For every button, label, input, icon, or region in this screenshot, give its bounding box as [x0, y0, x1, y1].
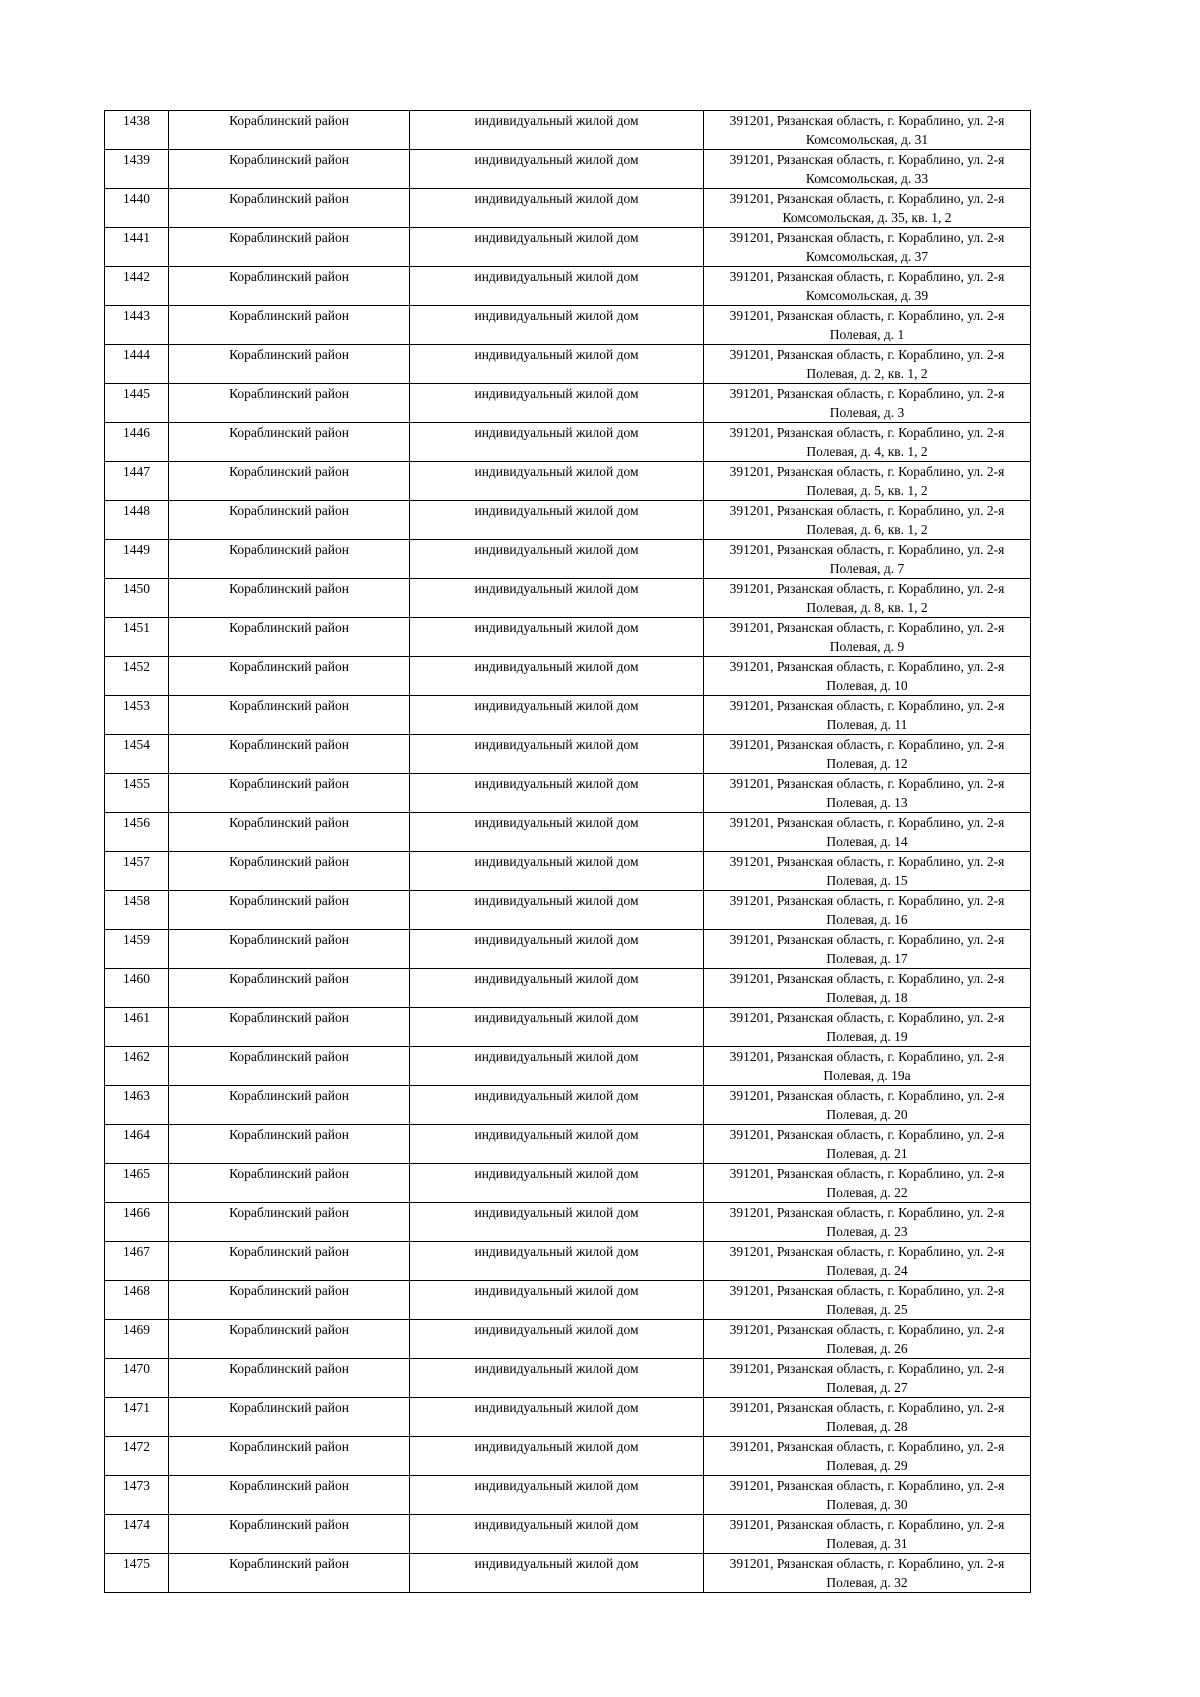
address-cell: 391201, Рязанская область, г. Кораблино, ул. 2-я Полевая, д. 13	[704, 774, 1031, 813]
table-row	[105, 111, 1031, 150]
row-number-cell: 1446	[105, 423, 169, 462]
row-number-cell: 1445	[105, 384, 169, 423]
row-number-cell: 1473	[105, 1476, 169, 1515]
object-type-cell: индивидуальный жилой дом	[410, 1476, 704, 1515]
table-row	[105, 1320, 1031, 1359]
object-type-cell: индивидуальный жилой дом	[410, 384, 704, 423]
row-number-cell: 1443	[105, 306, 169, 345]
address-cell: 391201, Рязанская область, г. Кораблино, ул. 2-я Полевая, д. 31	[704, 1515, 1031, 1554]
row-number-cell: 1457	[105, 852, 169, 891]
object-type-cell: индивидуальный жилой дом	[410, 618, 704, 657]
table-row	[105, 540, 1031, 579]
district-cell: Кораблинский район	[169, 696, 410, 735]
address-cell: 391201, Рязанская область, г. Кораблино, ул. 2-я Полевая, д. 32	[704, 1554, 1031, 1593]
row-number-cell: 1469	[105, 1320, 169, 1359]
address-cell: 391201, Рязанская область, г. Кораблино, ул. 2-я Комсомольская, д. 31	[704, 111, 1031, 150]
object-type-cell: индивидуальный жилой дом	[410, 540, 704, 579]
table-row	[105, 384, 1031, 423]
table-row	[105, 189, 1031, 228]
district-cell: Кораблинский район	[169, 462, 410, 501]
table-row	[105, 891, 1031, 930]
table-row	[105, 1125, 1031, 1164]
district-cell: Кораблинский район	[169, 384, 410, 423]
object-type-cell: индивидуальный жилой дом	[410, 267, 704, 306]
address-cell: 391201, Рязанская область, г. Кораблино, ул. 2-я Полевая, д. 21	[704, 1125, 1031, 1164]
address-cell: 391201, Рязанская область, г. Кораблино, ул. 2-я Полевая, д. 29	[704, 1437, 1031, 1476]
row-number-cell: 1450	[105, 579, 169, 618]
register-table	[104, 110, 1031, 1593]
table-row	[105, 1476, 1031, 1515]
address-cell: 391201, Рязанская область, г. Кораблино, ул. 2-я Полевая, д. 11	[704, 696, 1031, 735]
row-number-cell: 1440	[105, 189, 169, 228]
object-type-cell: индивидуальный жилой дом	[410, 423, 704, 462]
row-number-cell: 1471	[105, 1398, 169, 1437]
table-row	[105, 1008, 1031, 1047]
object-type-cell: индивидуальный жилой дом	[410, 1047, 704, 1086]
district-cell: Кораблинский район	[169, 345, 410, 384]
register-table-body	[105, 111, 1031, 1593]
address-cell: 391201, Рязанская область, г. Кораблино, ул. 2-я Полевая, д. 17	[704, 930, 1031, 969]
row-number-cell: 1455	[105, 774, 169, 813]
table-row	[105, 579, 1031, 618]
table-row	[105, 735, 1031, 774]
district-cell: Кораблинский район	[169, 228, 410, 267]
district-cell: Кораблинский район	[169, 813, 410, 852]
address-cell: 391201, Рязанская область, г. Кораблино, ул. 2-я Полевая, д. 28	[704, 1398, 1031, 1437]
table-row	[105, 423, 1031, 462]
row-number-cell: 1444	[105, 345, 169, 384]
row-number-cell: 1460	[105, 969, 169, 1008]
table-row	[105, 1359, 1031, 1398]
address-cell: 391201, Рязанская область, г. Кораблино, ул. 2-я Полевая, д. 4, кв. 1, 2	[704, 423, 1031, 462]
district-cell: Кораблинский район	[169, 306, 410, 345]
row-number-cell: 1474	[105, 1515, 169, 1554]
object-type-cell: индивидуальный жилой дом	[410, 1203, 704, 1242]
address-cell: 391201, Рязанская область, г. Кораблино, ул. 2-я Полевая, д. 12	[704, 735, 1031, 774]
table-row	[105, 501, 1031, 540]
row-number-cell: 1461	[105, 1008, 169, 1047]
object-type-cell: индивидуальный жилой дом	[410, 696, 704, 735]
object-type-cell: индивидуальный жилой дом	[410, 1164, 704, 1203]
row-number-cell: 1467	[105, 1242, 169, 1281]
address-cell: 391201, Рязанская область, г. Кораблино, ул. 2-я Полевая, д. 1	[704, 306, 1031, 345]
object-type-cell: индивидуальный жилой дом	[410, 150, 704, 189]
object-type-cell: индивидуальный жилой дом	[410, 1125, 704, 1164]
district-cell: Кораблинский район	[169, 579, 410, 618]
object-type-cell: индивидуальный жилой дом	[410, 1242, 704, 1281]
object-type-cell: индивидуальный жилой дом	[410, 1398, 704, 1437]
row-number-cell: 1466	[105, 1203, 169, 1242]
address-cell: 391201, Рязанская область, г. Кораблино, ул. 2-я Полевая, д. 7	[704, 540, 1031, 579]
row-number-cell: 1438	[105, 111, 169, 150]
row-number-cell: 1464	[105, 1125, 169, 1164]
object-type-cell: индивидуальный жилой дом	[410, 579, 704, 618]
row-number-cell: 1442	[105, 267, 169, 306]
object-type-cell: индивидуальный жилой дом	[410, 1554, 704, 1593]
row-number-cell: 1472	[105, 1437, 169, 1476]
district-cell: Кораблинский район	[169, 618, 410, 657]
address-cell: 391201, Рязанская область, г. Кораблино, ул. 2-я Комсомольская, д. 33	[704, 150, 1031, 189]
address-cell: 391201, Рязанская область, г. Кораблино, ул. 2-я Полевая, д. 9	[704, 618, 1031, 657]
address-cell: 391201, Рязанская область, г. Кораблино, ул. 2-я Полевая, д. 5, кв. 1, 2	[704, 462, 1031, 501]
object-type-cell: индивидуальный жилой дом	[410, 774, 704, 813]
object-type-cell: индивидуальный жилой дом	[410, 735, 704, 774]
table-row	[105, 1086, 1031, 1125]
row-number-cell: 1453	[105, 696, 169, 735]
table-row	[105, 1203, 1031, 1242]
row-number-cell: 1447	[105, 462, 169, 501]
district-cell: Кораблинский район	[169, 150, 410, 189]
district-cell: Кораблинский район	[169, 1437, 410, 1476]
district-cell: Кораблинский район	[169, 423, 410, 462]
district-cell: Кораблинский район	[169, 1320, 410, 1359]
address-cell: 391201, Рязанская область, г. Кораблино, ул. 2-я Комсомольская, д. 37	[704, 228, 1031, 267]
row-number-cell: 1468	[105, 1281, 169, 1320]
table-row	[105, 1242, 1031, 1281]
table-row	[105, 1398, 1031, 1437]
row-number-cell: 1452	[105, 657, 169, 696]
table-row	[105, 1164, 1031, 1203]
district-cell: Кораблинский район	[169, 1086, 410, 1125]
district-cell: Кораблинский район	[169, 1008, 410, 1047]
object-type-cell: индивидуальный жилой дом	[410, 345, 704, 384]
address-cell: 391201, Рязанская область, г. Кораблино, ул. 2-я Полевая, д. 26	[704, 1320, 1031, 1359]
table-row	[105, 228, 1031, 267]
address-cell: 391201, Рязанская область, г. Кораблино, ул. 2-я Полевая, д. 3	[704, 384, 1031, 423]
object-type-cell: индивидуальный жилой дом	[410, 1320, 704, 1359]
row-number-cell: 1454	[105, 735, 169, 774]
object-type-cell: индивидуальный жилой дом	[410, 1359, 704, 1398]
district-cell: Кораблинский район	[169, 1359, 410, 1398]
row-number-cell: 1441	[105, 228, 169, 267]
table-row	[105, 150, 1031, 189]
address-cell: 391201, Рязанская область, г. Кораблино, ул. 2-я Полевая, д. 19а	[704, 1047, 1031, 1086]
object-type-cell: индивидуальный жилой дом	[410, 228, 704, 267]
row-number-cell: 1456	[105, 813, 169, 852]
object-type-cell: индивидуальный жилой дом	[410, 1437, 704, 1476]
object-type-cell: индивидуальный жилой дом	[410, 930, 704, 969]
object-type-cell: индивидуальный жилой дом	[410, 306, 704, 345]
table-row	[105, 618, 1031, 657]
district-cell: Кораблинский район	[169, 657, 410, 696]
address-cell: 391201, Рязанская область, г. Кораблино, ул. 2-я Полевая, д. 15	[704, 852, 1031, 891]
table-row	[105, 813, 1031, 852]
district-cell: Кораблинский район	[169, 1515, 410, 1554]
district-cell: Кораблинский район	[169, 1164, 410, 1203]
object-type-cell: индивидуальный жилой дом	[410, 111, 704, 150]
district-cell: Кораблинский район	[169, 1203, 410, 1242]
district-cell: Кораблинский район	[169, 189, 410, 228]
district-cell: Кораблинский район	[169, 501, 410, 540]
table-row	[105, 1281, 1031, 1320]
row-number-cell: 1449	[105, 540, 169, 579]
table-row	[105, 969, 1031, 1008]
object-type-cell: индивидуальный жилой дом	[410, 189, 704, 228]
table-row	[105, 306, 1031, 345]
row-number-cell: 1448	[105, 501, 169, 540]
address-cell: 391201, Рязанская область, г. Кораблино, ул. 2-я Полевая, д. 6, кв. 1, 2	[704, 501, 1031, 540]
row-number-cell: 1470	[105, 1359, 169, 1398]
district-cell: Кораблинский район	[169, 735, 410, 774]
address-cell: 391201, Рязанская область, г. Кораблино, ул. 2-я Полевая, д. 10	[704, 657, 1031, 696]
object-type-cell: индивидуальный жилой дом	[410, 1281, 704, 1320]
object-type-cell: индивидуальный жилой дом	[410, 852, 704, 891]
district-cell: Кораблинский район	[169, 1242, 410, 1281]
district-cell: Кораблинский район	[169, 1398, 410, 1437]
table-row	[105, 267, 1031, 306]
district-cell: Кораблинский район	[169, 969, 410, 1008]
address-cell: 391201, Рязанская область, г. Кораблино, ул. 2-я Полевая, д. 2, кв. 1, 2	[704, 345, 1031, 384]
table-row	[105, 1437, 1031, 1476]
district-cell: Кораблинский район	[169, 891, 410, 930]
row-number-cell: 1439	[105, 150, 169, 189]
object-type-cell: индивидуальный жилой дом	[410, 891, 704, 930]
address-cell: 391201, Рязанская область, г. Кораблино, ул. 2-я Полевая, д. 23	[704, 1203, 1031, 1242]
address-cell: 391201, Рязанская область, г. Кораблино, ул. 2-я Полевая, д. 19	[704, 1008, 1031, 1047]
object-type-cell: индивидуальный жилой дом	[410, 1086, 704, 1125]
address-cell: 391201, Рязанская область, г. Кораблино, ул. 2-я Полевая, д. 24	[704, 1242, 1031, 1281]
table-row	[105, 462, 1031, 501]
district-cell: Кораблинский район	[169, 111, 410, 150]
district-cell: Кораблинский район	[169, 540, 410, 579]
table-row	[105, 774, 1031, 813]
address-cell: 391201, Рязанская область, г. Кораблино, ул. 2-я Полевая, д. 18	[704, 969, 1031, 1008]
address-cell: 391201, Рязанская область, г. Кораблино, ул. 2-я Комсомольская, д. 39	[704, 267, 1031, 306]
object-type-cell: индивидуальный жилой дом	[410, 657, 704, 696]
address-cell: 391201, Рязанская область, г. Кораблино, ул. 2-я Полевая, д. 30	[704, 1476, 1031, 1515]
district-cell: Кораблинский район	[169, 1554, 410, 1593]
object-type-cell: индивидуальный жилой дом	[410, 1515, 704, 1554]
row-number-cell: 1462	[105, 1047, 169, 1086]
address-cell: 391201, Рязанская область, г. Кораблино, ул. 2-я Комсомольская, д. 35, кв. 1, 2	[704, 189, 1031, 228]
row-number-cell: 1475	[105, 1554, 169, 1593]
row-number-cell: 1451	[105, 618, 169, 657]
table-row	[105, 1554, 1031, 1593]
object-type-cell: индивидуальный жилой дом	[410, 813, 704, 852]
row-number-cell: 1465	[105, 1164, 169, 1203]
address-cell: 391201, Рязанская область, г. Кораблино, ул. 2-я Полевая, д. 16	[704, 891, 1031, 930]
address-cell: 391201, Рязанская область, г. Кораблино, ул. 2-я Полевая, д. 27	[704, 1359, 1031, 1398]
table-row	[105, 345, 1031, 384]
object-type-cell: индивидуальный жилой дом	[410, 969, 704, 1008]
district-cell: Кораблинский район	[169, 1125, 410, 1164]
address-cell: 391201, Рязанская область, г. Кораблино, ул. 2-я Полевая, д. 8, кв. 1, 2	[704, 579, 1031, 618]
address-cell: 391201, Рязанская область, г. Кораблино, ул. 2-я Полевая, д. 22	[704, 1164, 1031, 1203]
table-row	[105, 1515, 1031, 1554]
district-cell: Кораблинский район	[169, 930, 410, 969]
row-number-cell: 1458	[105, 891, 169, 930]
table-row	[105, 1047, 1031, 1086]
address-cell: 391201, Рязанская область, г. Кораблино, ул. 2-я Полевая, д. 14	[704, 813, 1031, 852]
row-number-cell: 1463	[105, 1086, 169, 1125]
district-cell: Кораблинский район	[169, 1281, 410, 1320]
table-row	[105, 657, 1031, 696]
table-row	[105, 930, 1031, 969]
table-row	[105, 852, 1031, 891]
object-type-cell: индивидуальный жилой дом	[410, 462, 704, 501]
district-cell: Кораблинский район	[169, 267, 410, 306]
district-cell: Кораблинский район	[169, 852, 410, 891]
district-cell: Кораблинский район	[169, 1047, 410, 1086]
row-number-cell: 1459	[105, 930, 169, 969]
object-type-cell: индивидуальный жилой дом	[410, 1008, 704, 1047]
district-cell: Кораблинский район	[169, 1476, 410, 1515]
address-cell: 391201, Рязанская область, г. Кораблино, ул. 2-я Полевая, д. 25	[704, 1281, 1031, 1320]
district-cell: Кораблинский район	[169, 774, 410, 813]
table-row	[105, 696, 1031, 735]
object-type-cell: индивидуальный жилой дом	[410, 501, 704, 540]
address-cell: 391201, Рязанская область, г. Кораблино, ул. 2-я Полевая, д. 20	[704, 1086, 1031, 1125]
